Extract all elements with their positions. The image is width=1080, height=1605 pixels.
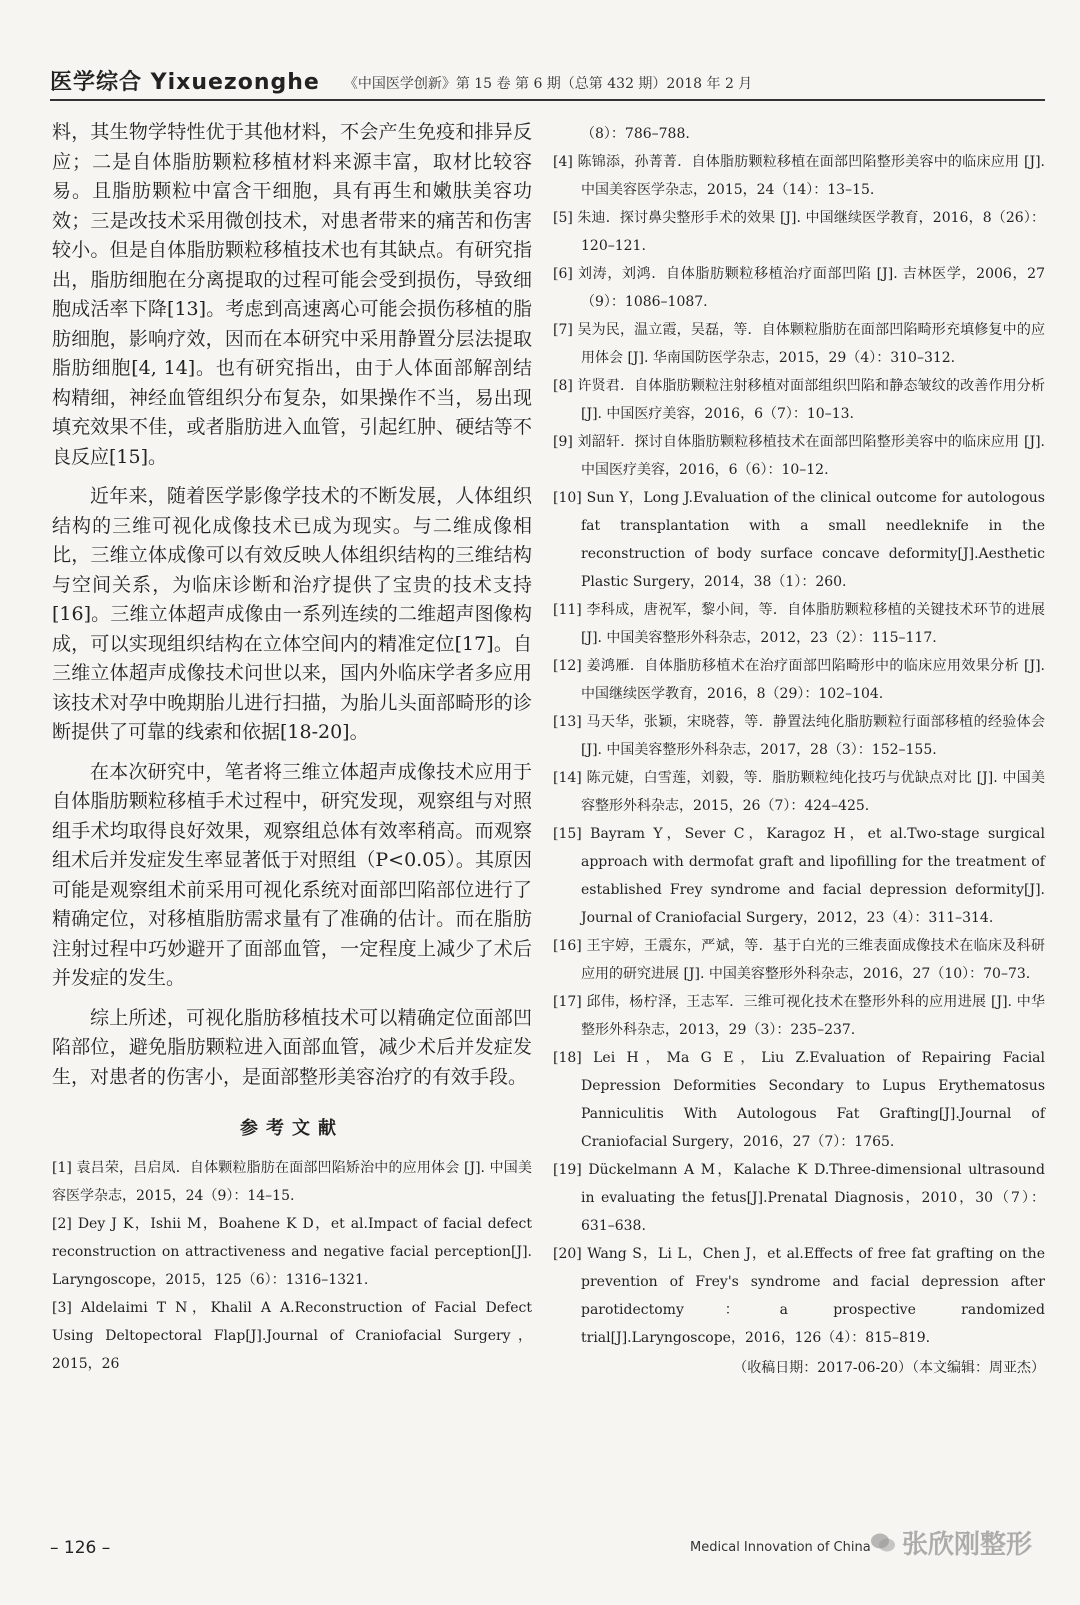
reference-item: [15] Bayram Y，Sever C，Karagoz H，et al.Two-stage surgical approach with dermofat graft and lipofilling for the treatment of established Frey syndrome and facial depression deformity[J]. Journal of Craniofacial Surgery，2012，23（4）：311–314. [553,826,1045,926]
watermark [870,1524,1032,1561]
reference-item: [8] 许贤君．自体脂肪颗粒注射移植对面部组织凹陷和静态皱纹的改善作用分析 [J]. 中国医疗美容，2016，6（7）：10–13. [553,378,1045,422]
journal-info: 《中国医学创新》第 15 卷 第 6 期（总第 432 期）2018 年 2 月 [343,76,753,92]
reference-item: [1] 袁吕荣，吕启凤．自体颗粒脂肪在面部凹陷矫治中的应用体会 [J]. 中国美容医学杂志，2015，24（9）：14–15. [52,1159,532,1204]
wechat-icon [870,1532,896,1554]
reference-list [553,148,1045,1352]
reference-item: [13] 马天华，张颖，宋晓蓉，等．静置法纯化脂肪颗粒行面部移植的经验体会 [J]. 中国美容整形外科杂志，2017，28（3）：152–155. [553,714,1045,758]
reference-item: [5] 朱迪．探讨鼻尖整形手术的效果 [J]. 中国继续医学教育，2016，8（26）：120–121. [553,210,1045,254]
body-paragraph: 在本次研究中，笔者将三维立体超声成像技术应用于自体脂肪颗粒移植手术过程中，研究发现，观察组与对照组手术均取得良好效果，观察组总体有效率稍高。而观察组术后并发症发生率显著低于对照组（P<0.05）。其原因可能是观察组术前采用可视化系统对面部凹陷部位进行了精确定位，对移植脂肪需求量有了准确的估计。而在脂肪注射过程中巧妙避开了面部血管，一定程度上减少了术后并发症的发生。 [52,760,532,989]
page-number: – 126 – [50,1538,111,1558]
footer-journal: Medical Innovation of China [690,1540,871,1555]
reference-item: [11] 李科成，唐祝军，黎小间，等．自体脂肪颗粒移植的关键技术环节的进展 [J]. 中国美容整形外科杂志，2012，23（2）：115–117. [553,602,1045,646]
reference-item: [3] Aldelaimi T N，Khalil A A.Reconstruction of Facial Defect Using Deltopectoral Flap[J].Journal of Craniofacial Surgery，2015，26 [52,1299,532,1372]
left-column [52,118,532,1378]
reference-item: [12] 姜鸿雁．自体脂肪移植术在治疗面部凹陷畸形中的临床应用效果分析 [J]. 中国继续医学教育，2016，8（29）：102–104. [553,658,1045,702]
reference-item: [2] Dey J K，Ishii M，Boahene K D，et al.Impact of facial defect reconstruction on attractiveness and negative facial perception[J]. Laryngoscope，2015，125（6）：1316–1321. [52,1215,532,1288]
reference-item: [17] 邱伟，杨柠泽，王志军．三维可视化技术在整形外科的应用进展 [J]. 中华整形外科杂志，2013，29（3）：235–237. [553,994,1045,1038]
watermark-text: 张欣刚整形 [902,1530,1033,1560]
body-paragraph: 综上所述，可视化脂肪移植技术可以精确定位面部凹陷部位，避免脂肪颗粒进入面部血管，减少术后并发症发生，对患者的伤害小，是面部整形美容治疗的有效手段。 [52,1006,532,1088]
header-rule [50,99,1045,101]
reference-item: [16] 王宇婷，王震东，严斌，等．基于白光的三维表面成像技术在临床及科研应用的研究进展 [J]. 中国美容整形外科杂志，2016，27（10）：70–73. [553,938,1045,982]
body-paragraph: 近年来，随着医学影像学技术的不断发展，人体组织结构的三维可视化成像技术已成为现实。与二维成像相比，三维立体成像可以有效反映人体组织结构的三维结构与空间关系，为临床诊断和治疗提供了宝贵的技术支持[16]。三维立体超声成像由一系列连续的二维超声图像构成，可以实现组织结构在立体空间内的精准定位[17]。自三维立体超声成像技术问世以来，国内外临床学者多应用该技术对孕中晚期胎儿进行扫描，为胎儿头面部畸形的诊断提供了可靠的线索和依据[18-20]。 [52,485,532,743]
body-paragraph: 料，其生物学特性优于其他材料，不会产生免疫和排异反应；二是自体脂肪颗粒移植材料来源丰富，取材比较容易。且脂肪颗粒中富含干细胞，具有再生和嫩肤美容功效；三是改技术采用微创技术，对患者带来的痛苦和伤害较小。但是自体脂肪颗粒移植技术也有其缺点。有研究指出，脂肪细胞在分离提取的过程可能会受到损伤，导致细胞成活率下降[13]。考虑到高速离心可能会损伤移植的脂肪细胞，影响疗效，因而在本研究中采用静置分层法提取脂肪细胞[4, 14]。也有研究指出，由于人体面部解剖结构精细，神经血管组织分布复杂，如果操作不当，易出现填充效果不佳，或者脂肪进入血管，引起红肿、硬结等不良反应[15]。 [52,121,532,468]
right-column [553,120,1045,1382]
reference-item: [19] Dückelmann A M，Kalache K D.Three-dimensional ultrasound in evaluating the fetus[J].Prenatal Diagnosis，2010，30（7）：631–638. [553,1162,1045,1234]
reference-item: [20] Wang S，Li L，Chen J，et al.Effects of free fat grafting on the prevention of Frey's syndrome and facial depression after parotidectomy：a prospective randomized trial[J].Laryngoscope，2016，126（4）：815–819. [553,1246,1045,1346]
reference-item: [6] 刘涛，刘鸿．自体脂肪颗粒移植治疗面部凹陷 [J]. 吉林医学，2006，27（9）：1086–1087. [553,266,1045,310]
reference-item: [9] 刘韶轩．探讨自体脂肪颗粒移植技术在面部凹陷整形美容中的临床应用 [J]. 中国医疗美容，2016，6（6）：10–12. [553,434,1045,478]
section-label: 医学综合 Yixuezonghe [50,70,320,95]
reference-item: [10] Sun Y，Long J.Evaluation of the clinical outcome for autologous fat transplantation with a small needleknife in the reconstruction of body surface concave deformity[J].Aesthetic Plastic Surgery，2014，38（1）：260. [553,490,1045,590]
page-header [50,58,1045,96]
reference-item: [4] 陈锦添，孙菁菁．自体脂肪颗粒移植在面部凹陷整形美容中的临床应用 [J]. 中国美容医学杂志，2015，24（14）：13–15. [553,154,1045,198]
reference-continuation: （8）：786–788. [581,126,690,142]
reference-item: [18] Lei H，Ma G E，Liu Z.Evaluation of Repairing Facial Depression Deformities Secondary to Lupus Erythematosus Panniculitis With Autologous Fat Grafting[J].Journal of Craniofacial Surgery，2016，27（7）：1765. [553,1050,1045,1150]
reference-item: [7] 吴为民，温立霞，吴磊，等．自体颗粒脂肪在面部凹陷畸形充填修复中的应用体会 [J]. 华南国防医学杂志，2015，29（4）：310–312. [553,322,1045,366]
reference-item: [14] 陈元婕，白雪莲，刘毅，等．脂肪颗粒纯化技巧与优缺点对比 [J]. 中国美容整形外科杂志，2015，26（7）：424–425. [553,770,1045,814]
references-heading: 参考文献 [240,1118,344,1139]
received-note: （收稿日期：2017-06-20）（本文编辑：周亚杰） [733,1360,1045,1376]
